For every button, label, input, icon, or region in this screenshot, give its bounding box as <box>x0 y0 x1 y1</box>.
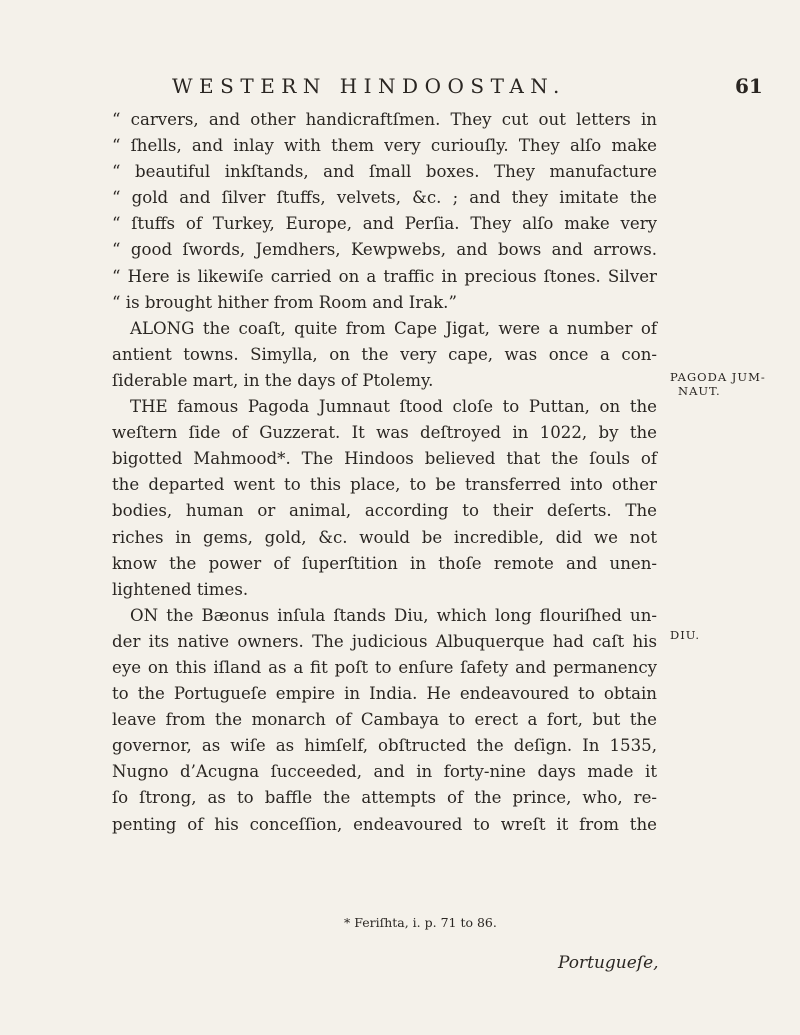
margin-note-line: NAUT. <box>678 384 721 398</box>
text-line: “ is brought hither from Room and Irak.” <box>112 292 457 312</box>
text-line: “ beautiful inkſtands, and ſmall boxes. They manufacture <box>112 162 657 182</box>
margin-note-line: PAGODA JUM- <box>670 370 766 384</box>
text-line: “ ſtuffs of Turkey, Europe, and Perſia. They alſo make very <box>112 214 657 234</box>
paragraph-start-line: THE famous Pagoda Jumnaut ſtood cloſe to Puttan, on the <box>130 397 657 417</box>
paragraph-start-line: ON the Bæonus inſula ſtands Diu, which long flouriſhed un- <box>130 605 657 625</box>
text-line: “ ſhells, and inlay with them very curiouſly. They alſo make <box>112 136 657 156</box>
text-line: to the Portugueſe empire in India. He endeavoured to obtain <box>112 684 657 704</box>
text-line: riches in gems, gold, &c. would be incredible, did we not <box>112 527 657 547</box>
footnote: * Feriſhta, i. p. 71 to 86. <box>344 915 497 930</box>
text-line: bigotted Mahmood*. The Hindoos believed that the ſouls of <box>112 449 657 469</box>
text-line: Nugno d’Acugna ſucceeded, and in forty-nine days made it <box>112 762 657 782</box>
text-line: penting of his conceſſion, endeavoured to wreſt it from the <box>112 814 657 834</box>
text-line: antient towns. Simylla, on the very cape, was once a con- <box>112 344 657 364</box>
text-line: know the power of ſuperſtition in thoſe remote and unen- <box>112 553 657 573</box>
text-line: leave from the monarch of Cambaya to erect a fort, but the <box>112 710 657 730</box>
text-line: “ Here is likewiſe carried on a traffic in precious ſtones. Silver <box>112 266 657 286</box>
text-line: ſiderable mart, in the days of Ptolemy. <box>112 370 434 390</box>
page-header <box>0 74 800 104</box>
page-number: 61 <box>735 74 763 98</box>
text-line: der its native owners. The judicious Albuquerque had caſt his <box>112 631 657 651</box>
margin-note-diu: DIU. <box>670 628 701 642</box>
text-line: “ gold and ſilver ſtuffs, velvets, &c. ; and they imitate the <box>112 188 657 208</box>
paragraph-start-line: ALONG the coaſt, quite from Cape Jigat, were a number of <box>130 318 657 338</box>
text-line: ſo ſtrong, as to baffle the attempts of the prince, who, re- <box>112 788 657 808</box>
text-line: eye on this iſland as a fit poſt to enſure ſafety and permanency <box>112 657 657 677</box>
text-line: “ carvers, and other handicraftſmen. They cut out letters in <box>112 110 657 129</box>
body-text <box>112 107 657 838</box>
text-line: the departed went to this place, to be transferred into other <box>112 475 657 495</box>
catchword: Portugueſe, <box>558 953 659 973</box>
text-line: bodies, human or animal, according to their deſerts. The <box>112 501 657 521</box>
running-title: WESTERN HINDOOSTAN. <box>172 74 566 98</box>
margin-note-pagoda <box>670 370 766 398</box>
text-line: lightened times. <box>112 579 249 599</box>
text-line: governor, as wiſe as himſelf, obſtructed the deſign. In 1535, <box>112 736 657 756</box>
text-line: “ good ſwords, Jemdhers, Kewpwebs, and bows and arrows. <box>112 240 657 260</box>
text-line: weſtern ſide of Guzzerat. It was deſtroyed in 1022, by the <box>112 423 657 443</box>
